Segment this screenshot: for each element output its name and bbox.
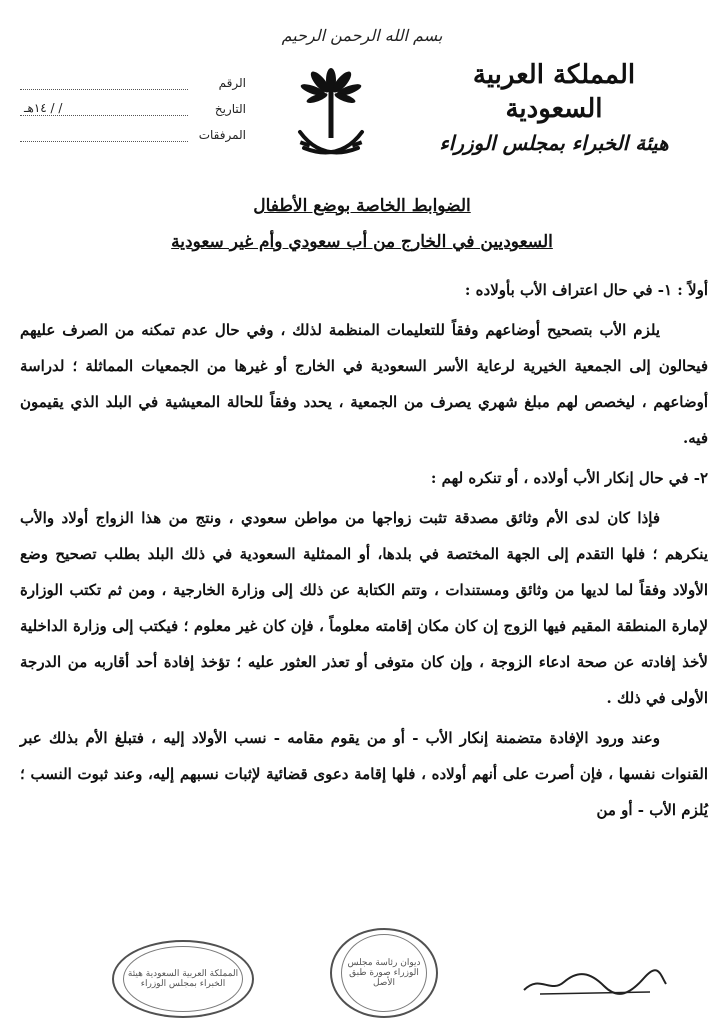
- section-2-text: فإذا كان لدى الأم وثائق مصدقة تثبت زواجها من مواطن سعودي ، ونتج من هذا الزواج أولاد والأب ينكرهم ؛ فلها التقدم إلى الجهة المختصة في بلدها، أو الممثلية السعودية في ذلك البلد بطلب تصحيح وضع الأولاد وفقاً لما لديها من وثائق ومستندات ، وتتم الكتابة عن ذلك إلى وزارة الخارجية ، ومن ثم تكتب الوزارة لإمارة المنطقة المقيم فيها الزوج إن كان مكان إقامته معلوماً ، فإن كان غير معلوم ؛ فيكتب إلى وزارة الداخلية لأخذ إفادته عن صحة ادعاء الزوجة ، وإن كان متوفى أو تعذر العثور عليه ؛ تؤخذ إفادة أحد أقاربه من الدرجة الأولى في ذلك .: [20, 509, 708, 707]
- council-stamp: [330, 928, 438, 1018]
- organization-name: هيئة الخبراء بمجلس الوزراء: [439, 131, 669, 155]
- document-body: [20, 272, 708, 832]
- date-row: [20, 90, 246, 116]
- document-subtitle: السعوديين في الخارج من أب سعودي وأم غير سعودية: [171, 232, 553, 252]
- signature-icon: [520, 964, 670, 1000]
- stamp-text: ديوان رئاسة مجلس الوزراء صورة طبق الأصل: [347, 958, 421, 988]
- date-label: التاريخ: [214, 102, 246, 116]
- saudi-palm-swords-emblem-icon: [292, 58, 370, 168]
- stamp-inner-ring: [123, 946, 243, 1012]
- document-title: الضوابط الخاصة بوضع الأطفال: [253, 196, 471, 216]
- kingdom-name: المملكة العربية السعودية: [472, 60, 636, 124]
- basmala: بسم الله الرحمن الرحيم: [281, 26, 443, 45]
- date-value: / / ١٤هـ: [20, 101, 188, 116]
- reference-block: [20, 64, 246, 142]
- ref-value: [20, 89, 188, 90]
- stamp-inner-ring: [341, 934, 427, 1012]
- ref-label: الرقم: [218, 76, 246, 90]
- section-1-heading: أولاً : ١- في حال اعتراف الأب بأولاده :: [464, 281, 708, 299]
- attachments-row: [20, 116, 246, 142]
- stamp-text: المملكة العربية السعودية هيئة الخبراء بمجلس الوزراء: [127, 969, 239, 989]
- section-1-text: يلزم الأب بتصحيح أوضاعهم وفقاً للتعليمات المنظمة لذلك ، وفي حال عدم تمكنه من الصرف عليهم فيحالون إلى الجمعية الخيرية لرعاية الأسر السعودية في الخارج أو غيرها من الجمعيات المماثلة ؛ لدراسة أوضاعهم ، ليخصص لهم مبلغ شهري يصرف من الجمعية ، يحدد وفقاً للحالة المعيشية في البلد الذي يقيمون فيه.: [20, 321, 708, 447]
- organization-stamp: [112, 940, 254, 1018]
- attachments-label: المرفقات: [198, 128, 246, 142]
- letterhead: [424, 58, 684, 160]
- section-2-heading: ٢- في حال إنكار الأب أولاده ، أو تنكره لهم :: [430, 469, 708, 487]
- section-3-text: وعند ورود الإفادة متضمنة إنكار الأب - أو من يقوم مقامه - نسب الأولاد إليه ، فتبلغ الأم بذلك عبر القنوات نفسها ، فإن أصرت على أنهم أولاده ، فلها إقامة دعوى قضائية لإثبات نسبهم إليه، وعند ثبوت النسب ؛ يُلزم الأب - أو من: [20, 729, 708, 819]
- attachments-value: [20, 141, 188, 142]
- ref-row: [20, 64, 246, 90]
